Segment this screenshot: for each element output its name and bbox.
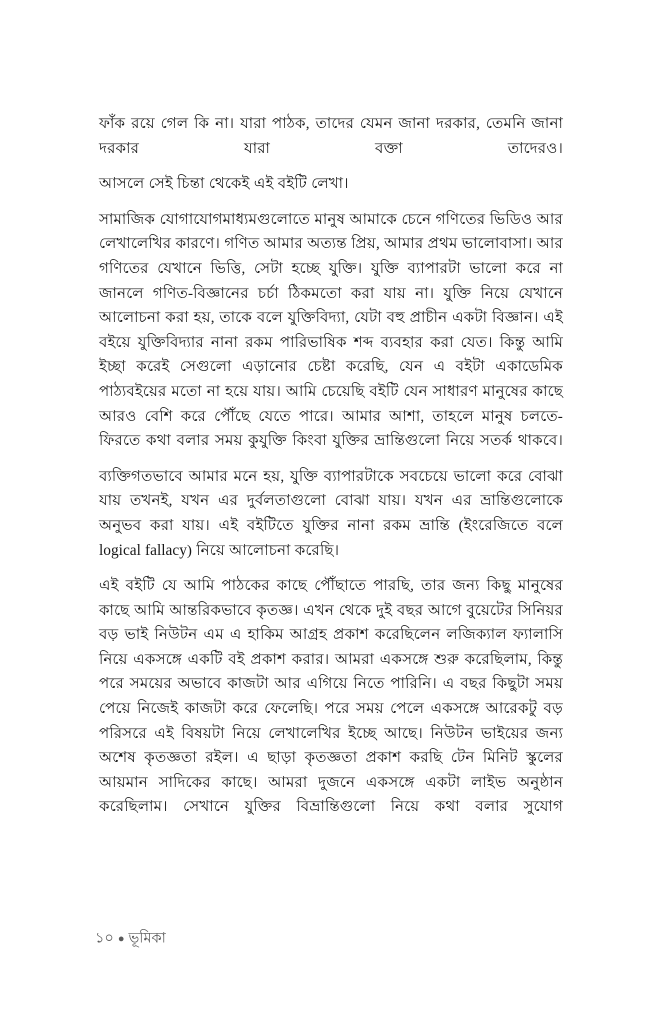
paragraph-2 [99,172,563,197]
page-footer [95,928,166,949]
footer-page-number: ১০ [95,930,114,947]
latin-term-logical-fallacy: logical fallacy [99,541,187,559]
paragraph-1 [99,112,563,161]
footer-section-label: ভূমিকা [128,930,166,947]
paragraph-5-text: এই বইটি যে আমি পাঠকের কাছে পৌঁছাতে পারছি, তার জন্য কিছু মানুষের কাছে আমি আন্তরিকভাবে কৃতজ্ঞ। এখন থেকে দুই বছর আগে বুয়েটের সিনিয়র বড় ভাই নিউটন এম এ হাকিম আগ্রহ প্রকাশ করেছিলেন লজিক্যাল ফ্যালাসি নিয়ে একসঙ্গে একটি বই প্রকাশ করার। আমরা একসঙ্গে শুরু করেছিলাম, কিন্তু পরে সময়ের অভাবে কাজটা আর এগিয়ে নিতে পারিনি। এ বছর কিছুটা সময় পেয়ে নিজেই কাজটা করে ফেলেছি। পরে সময় পেলে একসঙ্গে আরেকটু বড় পরিসরে এই বিষয়টা নিয়ে লেখালেখির ইচ্ছে আছে। নিউটন ভাইয়ের জন্য অশেষ কৃতজ্ঞতা রইল। এ ছাড়া কৃতজ্ঞতা প্রকাশ করছি টেন মিনিট স্কুলের আয়মান সাদিকের কাছে। আমরা দুজনে একসঙ্গে একটা লাইভ অনুষ্ঠান করেছিলাম। সেখানে যুক্তির বিভ্রান্তিগুলো নিয়ে কথা বলার সুযোগ [99,578,563,816]
paragraph-3-text: সামাজিক যোগাযোগমাধ্যমগুলোতে মানুষ আমাকে চেনে গণিতের ভিডিও আর লেখালেখির কারণে। গণিত আমার অত্যন্ত প্রিয়, আমার প্রথম ভালোবাসা। আর গণিতের যেখানে ভিত্তি, সেটা হচ্ছে যুক্তি। যুক্তি ব্যাপারটা ভালো করে না জানলে গণিত-বিজ্ঞানের চর্চা ঠিকমতো করা যায় না। যুক্তি নিয়ে যেখানে আলোচনা করা হয়, তাকে বলে যুক্তিবিদ্যা, যেটা বহু প্রাচীন একটা বিজ্ঞান। এই বইয়ে যুক্তিবিদ্যার নানা রকম পারিভাষিক শব্দ ব্যবহার করা যেত। কিন্তু আমি ইচ্ছা করেই সেগুলো এড়ানোর চেষ্টা করেছি, যেন এ বইটা একাডেমিক পাঠ্যবইয়ের মতো না হয়ে যায়। আমি চেয়েছি বইটি যেন সাধারণ মানুষের কাছে আরও বেশি করে পৌঁছে যেতে পারে। আমার আশা, তাহলে মানুষ চলতে-ফিরতে কথা বলার সময় কুযুক্তি কিংবা যুক্তির ভ্রান্তিগুলো নিয়ে সতর্ক থাকবে। [99,211,563,450]
paragraph-3 [99,208,563,454]
paragraph-4-text-after-term: ) নিয়ে আলোচনা করেছি। [186,542,340,559]
paragraph-1-text: ফাঁক রয়ে গেল কি না। যারা পাঠক, তাদের যেমন জানা দরকার, তেমনি জানা দরকার যারা বক্তা তাদেরও। [99,116,563,157]
paragraph-4-text-before-term: ব্যক্তিগতভাবে আমার মনে হয়, যুক্তি ব্যাপারটাকে সবচেয়ে ভালো করে বোঝা যায় তখনই, যখন এর দুর্বলতাগুলো বোঝা যায়। যখন এর ভ্রান্তিগুলোকে অনুভব করা যায়। এই বইটিতে যুক্তির নানা রকম ভ্রান্তি (ইংরেজিতে বলে [99,468,563,534]
text-column [99,112,563,820]
paragraph-5 [99,574,563,820]
footer-separator-dot-icon: ● [117,932,125,945]
paragraph-4 [99,465,563,563]
paragraph-2-text: আসলে সেই চিন্তা থেকেই এই বইটি লেখা। [99,176,349,193]
